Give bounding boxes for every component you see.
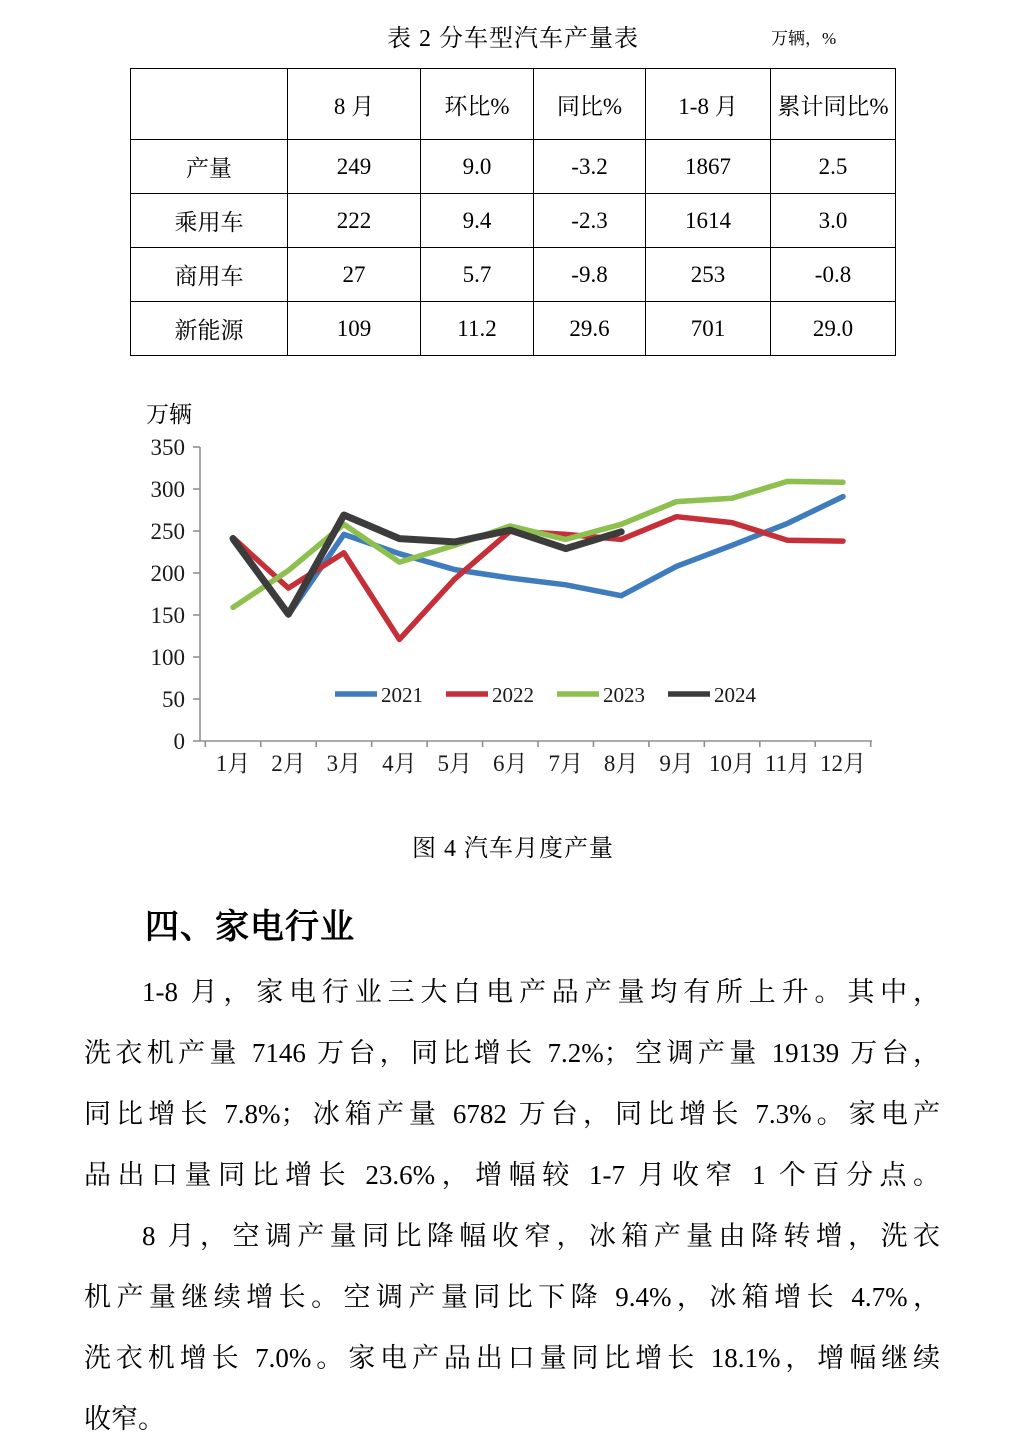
legend-label-2024: 2024 [714, 683, 756, 707]
table-cell: 701 [646, 302, 771, 356]
table-row [131, 140, 896, 194]
y-tick-label: 0 [173, 729, 185, 754]
table-cell: 253 [646, 248, 771, 302]
table-cell: 29.0 [771, 302, 896, 356]
y-tick-label: 350 [150, 435, 185, 460]
table-cell: 3.0 [771, 194, 896, 248]
body-paragraphs [84, 962, 940, 1450]
x-tick-label: 2月 [271, 751, 306, 776]
paragraph-line: 同比增长 7.8%；冰箱产量 6782 万台，同比增长 7.3%。家电产 [84, 1099, 940, 1129]
table-title-row [0, 0, 1026, 68]
table-cell: 1614 [646, 194, 771, 248]
table-row [131, 194, 896, 248]
x-tick-label: 4月 [382, 751, 417, 776]
table-cell: 9.4 [421, 194, 534, 248]
paragraph-line: 8 月，空调产量同比降幅收窄，冰箱产量由降转增，洗衣 [142, 1221, 940, 1251]
x-tick-label: 12月 [819, 751, 866, 776]
table-cell: -2.3 [534, 194, 646, 248]
table-cell: 2.5 [771, 140, 896, 194]
x-tick-label: 1月 [215, 751, 251, 776]
row-label: 新能源 [131, 302, 288, 356]
monthly-production-chart [0, 394, 1026, 814]
monthly-production-chart-area [0, 394, 1026, 814]
table-cell: 1867 [646, 140, 771, 194]
y-tick-label: 300 [150, 477, 185, 502]
table-cell: 11.2 [421, 302, 534, 356]
table-cell: 249 [288, 140, 421, 194]
row-label: 产量 [131, 140, 288, 194]
col-header: 环比% [421, 69, 534, 140]
paragraph-line: 机产量继续增长。空调产量同比下降 9.4%，冰箱增长 4.7%， [84, 1282, 940, 1312]
table-cell: 9.0 [421, 140, 534, 194]
figure-caption: 图 4 汽车月度产量 [412, 836, 614, 862]
table-cell: 29.6 [534, 302, 646, 356]
x-tick-label: 10月 [709, 751, 756, 776]
y-axis-unit-label: 万辆 [146, 402, 192, 427]
row-label: 商用车 [131, 248, 288, 302]
legend-label-2022: 2022 [492, 683, 534, 707]
table-cell: 222 [288, 194, 421, 248]
col-header: 同比% [534, 69, 646, 140]
paragraph-line: 1-8 月，家电行业三大白电产品产量均有所上升。其中， [142, 977, 940, 1007]
legend-label-2023: 2023 [603, 683, 645, 707]
table-row [131, 248, 896, 302]
col-header [131, 69, 288, 140]
y-tick-label: 100 [150, 645, 185, 670]
table-cell: -0.8 [771, 248, 896, 302]
x-tick-label: 7月 [548, 751, 583, 776]
vehicle-production-table [130, 68, 896, 356]
x-tick-label: 8月 [603, 751, 639, 776]
col-header: 8 月 [288, 69, 421, 140]
paragraph-line: 收窄。 [84, 1404, 165, 1434]
x-tick-label: 11月 [764, 751, 811, 776]
paragraph-line: 洗衣机增长 7.0%。家电产品出口量同比增长 18.1%，增幅继续 [84, 1343, 940, 1373]
x-tick-label: 3月 [326, 751, 362, 776]
table-cell: 5.7 [421, 248, 534, 302]
table-header-row [131, 69, 896, 140]
y-tick-label: 150 [150, 603, 185, 628]
x-tick-label: 9月 [659, 751, 694, 776]
x-tick-label: 6月 [493, 751, 528, 776]
section-heading: 四、家电行业 [145, 908, 355, 946]
table-cell: 27 [288, 248, 421, 302]
paragraph-line: 洗衣机产量 7146 万台，同比增长 7.2%；空调产量 19139 万台， [84, 1038, 940, 1068]
table-cell: -3.2 [534, 140, 646, 194]
col-header: 1-8 月 [646, 69, 771, 140]
row-label: 乘用车 [131, 194, 288, 248]
table-title: 表 2 分车型汽车产量表 [387, 26, 639, 52]
y-tick-label: 250 [150, 519, 185, 544]
col-header: 累计同比% [771, 69, 896, 140]
table-unit-note: 万辆，% [771, 29, 837, 48]
y-tick-label: 200 [150, 561, 185, 586]
y-tick-label: 50 [162, 687, 185, 712]
x-tick-label: 5月 [437, 751, 473, 776]
table-cell: 109 [288, 302, 421, 356]
legend-label-2021: 2021 [381, 683, 423, 707]
table-cell: -9.8 [534, 248, 646, 302]
table-row [131, 302, 896, 356]
paragraph-line: 品出口量同比增长 23.6%，增幅较 1-7 月收窄 1 个百分点。 [84, 1160, 940, 1190]
